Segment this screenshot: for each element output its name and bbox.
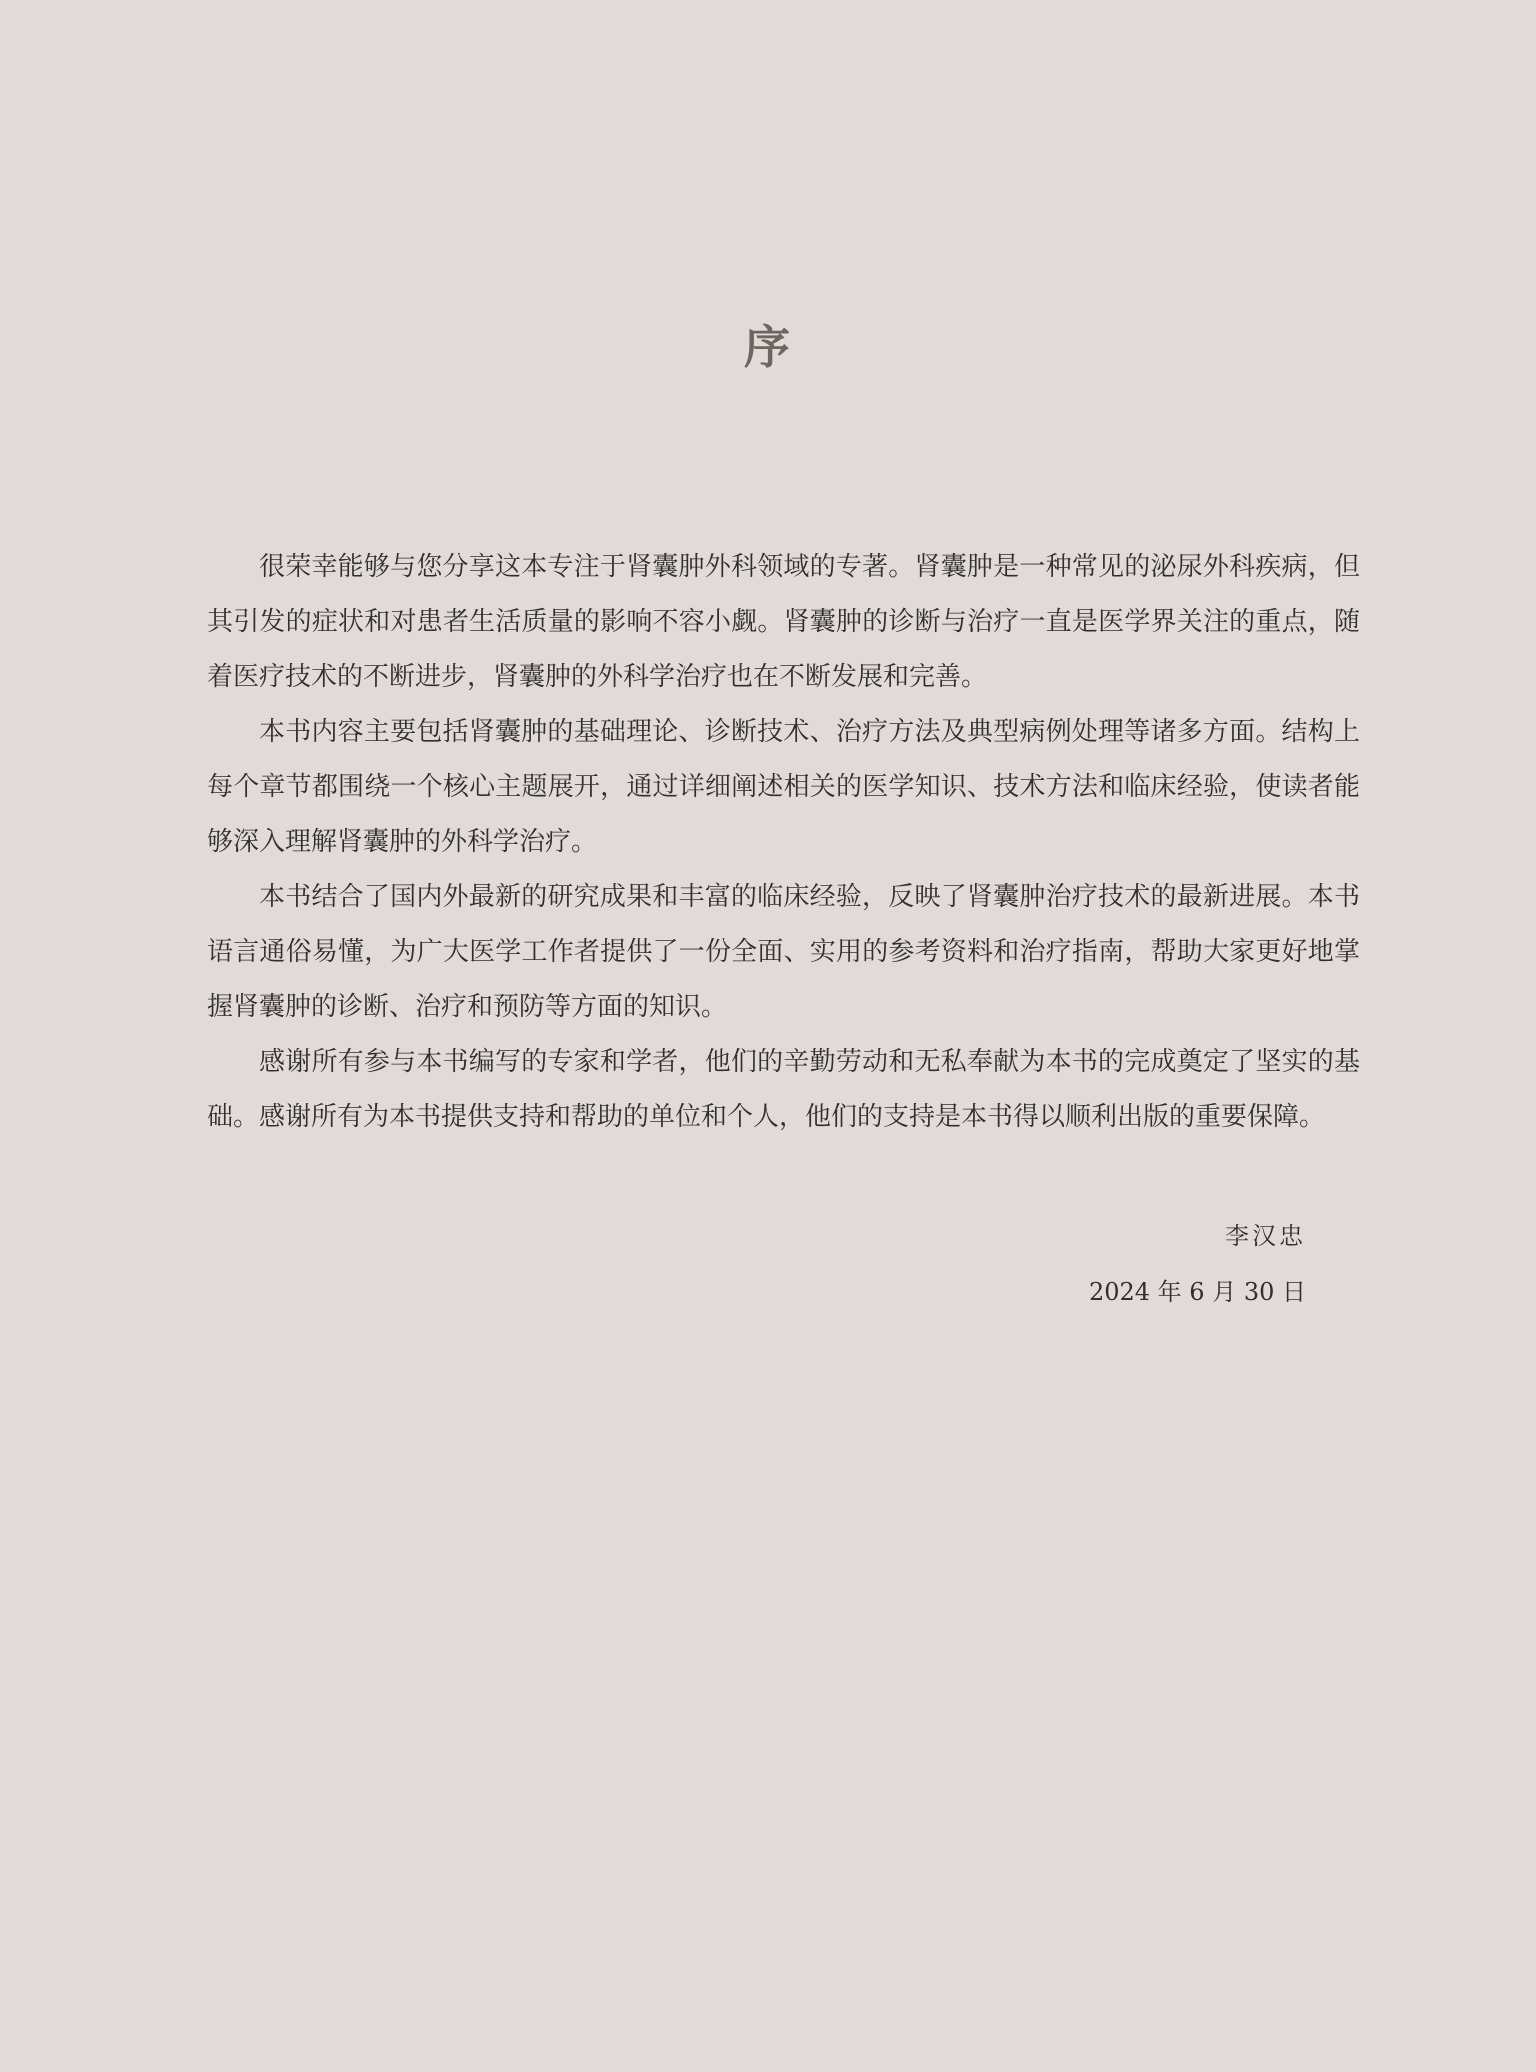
signature-date: 2024 年 6 月 30 日 <box>1088 1278 1306 1306</box>
paragraph-3: 本书结合了国内外最新的研究成果和丰富的临床经验，反映了肾囊肿治疗技术的最新进展。本书语言通俗易懂，为广大医学工作者提供了一份全面、实用的参考资料和治疗指南，帮助大家更好地掌握肾囊肿的诊断、治疗和预防等方面的知识。 <box>207 882 1360 1022</box>
author-name: 李汉忠 <box>1225 1222 1306 1250</box>
signature-block <box>1089 1208 1306 1320</box>
paragraph-4: 感谢所有参与本书编写的专家和学者，他们的辛勤劳动和无私奉献为本书的完成奠定了坚实的基础。感谢所有为本书提供支持和帮助的单位和个人，他们的支持是本书得以顺利出版的重要保障。 <box>207 1047 1360 1132</box>
paragraph-1: 很荣幸能够与您分享这本专注于肾囊肿外科领域的专著。肾囊肿是一种常见的泌尿外科疾病，但其引发的症状和对患者生活质量的影响不容小觑。肾囊肿的诊断与治疗一直是医学界关注的重点，随着医疗技术的不断进步，肾囊肿的外科学治疗也在不断发展和完善。 <box>207 552 1360 692</box>
preface-body <box>207 540 1360 1145</box>
page-title: 序 <box>744 319 792 374</box>
paragraph-2: 本书内容主要包括肾囊肿的基础理论、诊断技术、治疗方法及典型病例处理等诸多方面。结构上每个章节都围绕一个核心主题展开，通过详细阐述相关的医学知识、技术方法和临床经验，使读者能够深入理解肾囊肿的外科学治疗。 <box>207 717 1360 857</box>
